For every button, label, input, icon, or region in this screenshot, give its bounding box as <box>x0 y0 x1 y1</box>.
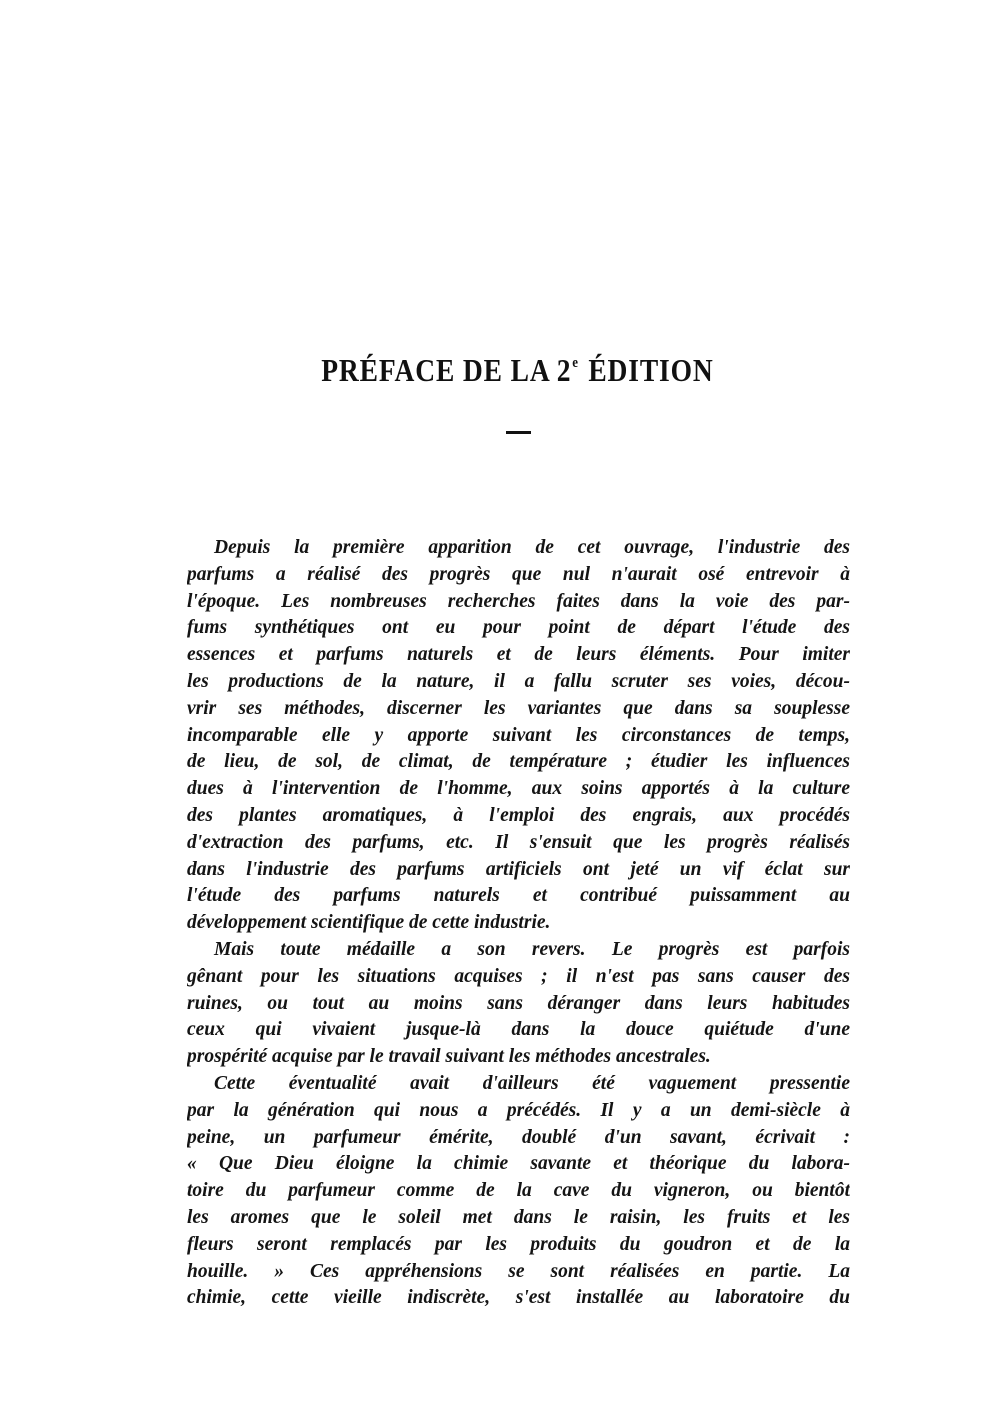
paragraph-3-line: Cette éventualité avait d'ailleurs été vaguement pressentie <box>214 1072 850 1094</box>
paragraph-1-line: d'extraction des parfums, etc. Il s'ensuit que les progrès réalisés <box>187 831 850 853</box>
paragraph-1-line: dues à l'intervention de l'homme, aux soins apportés à la culture <box>187 778 850 800</box>
paragraph-1-line: Depuis la première apparition de cet ouvrage, l'industrie des <box>214 537 850 558</box>
paragraph-1-line: l'étude des parfums naturels et contribué puissamment au <box>187 885 850 907</box>
paragraph-3-line: les aromes que le soleil met dans le raisin, les fruits et les <box>187 1206 850 1228</box>
title-text-edition: ÉDITION <box>580 352 714 388</box>
paragraph-3-line: peine, un parfumeur émérite, doublé d'un savant, écrivait : <box>187 1126 850 1148</box>
paragraph-2-line: gênant pour les situations acquises ; il n'est pas sans causer des <box>187 965 850 987</box>
title-superscript: e <box>572 355 579 371</box>
paragraph-1-line: des plantes aromatiques, à l'emploi des engrais, aux procédés <box>187 804 850 826</box>
paragraph-1-line: parfums a réalisé des progrès que nul n'aurait osé entrevoir à <box>187 563 850 585</box>
paragraph-1-line: incomparable elle y apporte suivant les circonstances de temps, <box>187 724 850 746</box>
paragraph-3-line: chimie, cette vieille indiscrète, s'est installée au laboratoire du <box>187 1287 850 1309</box>
paragraph-1-line: fums synthétiques ont eu pour point de départ l'étude des <box>187 617 850 639</box>
title-text-main: PRÉFACE DE LA 2 <box>321 352 572 388</box>
paragraph-1-line: l'époque. Les nombreuses recherches faites dans la voie des par- <box>187 590 850 612</box>
preface-body <box>187 535 850 1312</box>
paragraph-2-line: prospérité acquise par le travail suivant les méthodes ancestrales. <box>187 1046 711 1068</box>
paragraph-1-line: développement scientifique de cette industrie. <box>187 912 551 934</box>
paragraph-1-line: essences et parfums naturels et de leurs éléments. Pour imiter <box>187 644 850 666</box>
paragraph-1-line: les productions de la nature, il a fallu scruter ses voies, décou- <box>187 670 850 692</box>
paragraph-3-line: toire du parfumeur comme de la cave du vigneron, ou bientôt <box>187 1180 850 1202</box>
paragraph-3-line: houille. » Ces appréhensions se sont réalisées en partie. La <box>187 1260 850 1282</box>
page-title <box>72 352 962 389</box>
paragraph-1-line: dans l'industrie des parfums artificiels ont jeté un vif éclat sur <box>187 858 850 880</box>
paragraph-3-line: « Que Dieu éloigne la chimie savante et théorique du labora- <box>187 1153 850 1175</box>
paragraph-2-line: Mais toute médaille a son revers. Le progrès est parfois <box>214 938 850 960</box>
paragraph-1-line: de lieu, de sol, de climat, de température ; étudier les influences <box>187 751 850 773</box>
paragraph-1-line: vrir ses méthodes, discerner les variantes que dans sa souplesse <box>187 697 850 719</box>
paragraph-2-line: ceux qui vivaient jusque-là dans la douce quiétude d'une <box>187 1019 850 1041</box>
paragraph-2-line: ruines, ou tout au moins sans déranger dans leurs habitudes <box>187 992 850 1014</box>
title-dash-rule <box>506 431 531 434</box>
paragraph-3-line: fleurs seront remplacés par les produits du goudron et de la <box>187 1233 850 1255</box>
paragraph-3-line: par la génération qui nous a précédés. Il y a un demi-siècle à <box>187 1099 850 1121</box>
